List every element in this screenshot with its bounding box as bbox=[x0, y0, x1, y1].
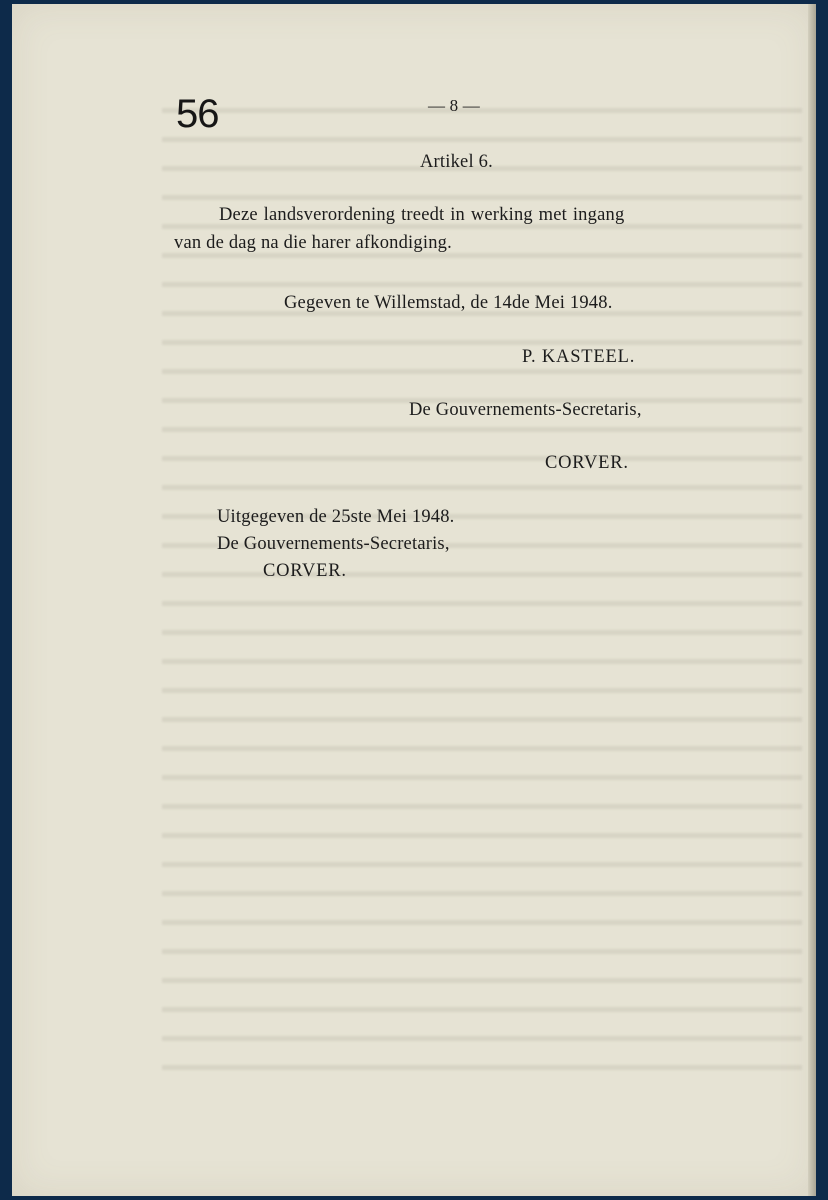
paragraph-line-2: van de dag na die harer afkondiging. bbox=[174, 233, 452, 253]
publication-role-line: De Gouvernements-Secretaris, bbox=[217, 534, 450, 554]
article-heading: Artikel 6. bbox=[420, 152, 493, 172]
page-edge bbox=[808, 4, 816, 1196]
paragraph-line-1: Deze landsverordening treedt in werking met ingang bbox=[219, 205, 625, 225]
secretary-role: De Gouvernements-Secretaris, bbox=[409, 400, 642, 420]
signature-governor: P. KASTEEL. bbox=[522, 347, 636, 367]
document-page bbox=[12, 4, 816, 1196]
stamp-number: 56 bbox=[176, 92, 219, 136]
signature-secretary: CORVER. bbox=[545, 453, 629, 473]
publication-issued-line: Uitgegeven de 25ste Mei 1948. bbox=[217, 507, 455, 527]
publication-signature: CORVER. bbox=[263, 561, 347, 581]
given-line: Gegeven te Willemstad, de 14de Mei 1948. bbox=[284, 293, 613, 313]
page-number: — 8 — bbox=[428, 96, 480, 115]
